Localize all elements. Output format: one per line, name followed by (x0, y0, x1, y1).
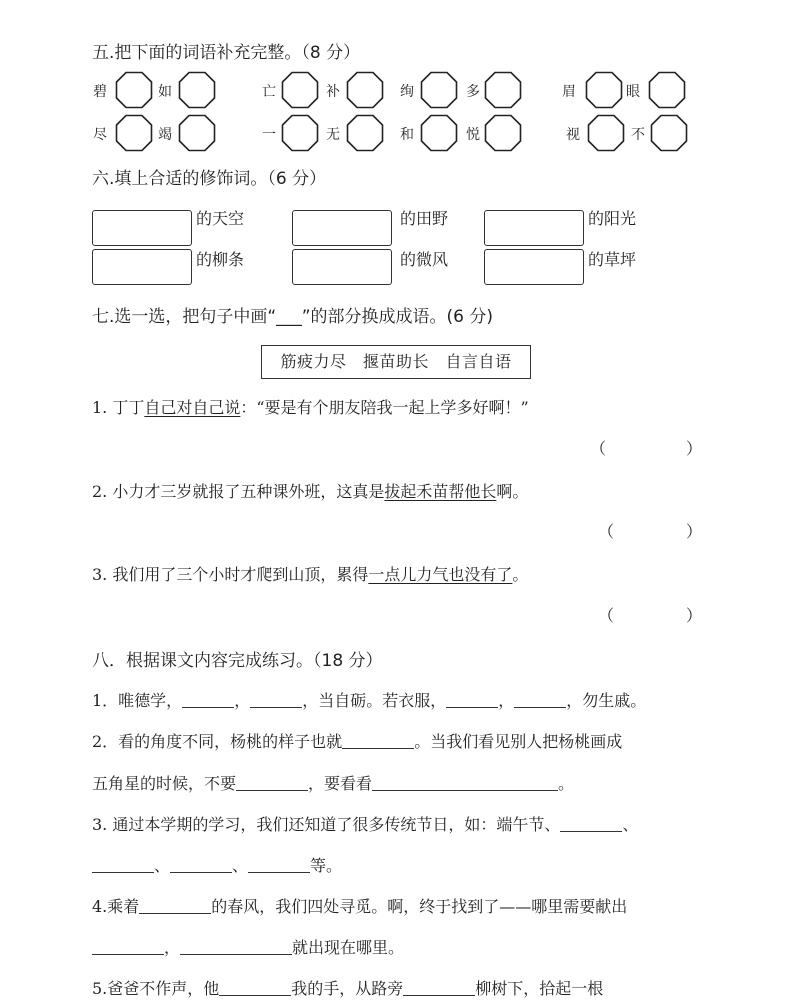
modifier-word: 的草坪 (588, 250, 637, 269)
q3-text: 3. 我们用了三个小时才爬到山顶，累得 (92, 565, 369, 584)
q1-text-end: ：“要是有个朋友陪我一起上学多好啊！” (240, 398, 529, 417)
blank-5[interactable] (342, 732, 414, 749)
text: 5.爸爸不作声，他 (92, 979, 220, 998)
word-bank: 筋疲力尽 揠苗助长 自言自语 (261, 345, 531, 379)
q3-underlined: 一点儿力气也没有了 (368, 565, 513, 584)
char-box-16[interactable] (650, 114, 688, 152)
answer-paren-open: （ (598, 522, 615, 541)
modifier-box-1[interactable] (92, 210, 192, 246)
exercise-line-7 (92, 935, 404, 958)
exercise-line-5 (92, 853, 342, 876)
answer-paren-close: ） (686, 439, 703, 458)
question-1 (92, 395, 529, 418)
idiom-char: 补 (326, 84, 340, 100)
q3-text-end: 。 (512, 565, 529, 584)
idiom-char: 多 (466, 84, 480, 100)
idiom-char: 视 (566, 127, 580, 143)
section5-heading: 五.把下面的词语补充完整。（8 分） (92, 43, 361, 63)
exercise-line-3 (92, 771, 574, 794)
modifier-word: 的柳条 (196, 250, 245, 269)
blank-4[interactable] (514, 691, 566, 708)
text: 1．唯德学， (92, 691, 183, 710)
text: 3. 通过本学期的学习，我们还知道了很多传统节日，如：端午节、 (92, 815, 561, 834)
char-box-6[interactable] (484, 71, 522, 109)
blank-15[interactable] (219, 979, 291, 996)
blank-1[interactable] (182, 691, 234, 708)
idiom-char: 眉 (562, 84, 576, 100)
char-box-3[interactable] (281, 71, 319, 109)
exercise-line-2 (92, 729, 622, 752)
idiom-char: 碧 (93, 84, 107, 100)
char-box-9[interactable] (115, 114, 153, 152)
text: 2．看的角度不同，杨桃的样子也就 (92, 732, 343, 751)
text: 。 (558, 774, 575, 793)
idiom-char: 不 (631, 127, 645, 143)
blank-13[interactable] (92, 938, 164, 955)
text: 、 (622, 815, 639, 834)
char-box-7[interactable] (585, 71, 623, 109)
blank-14[interactable] (180, 938, 292, 955)
question-3 (92, 562, 528, 585)
section8-heading: 八．根据课文内容完成练习。（18 分） (92, 651, 383, 671)
exercise-line-1 (92, 688, 646, 711)
text: 等。 (310, 856, 343, 875)
text: 柳树下，拾起一根 (475, 979, 604, 998)
idiom-char: 眼 (626, 84, 640, 100)
char-box-5[interactable] (420, 71, 458, 109)
exercise-line-4 (92, 812, 638, 835)
section6-heading: 六.填上合适的修饰词。（6 分） (92, 169, 327, 189)
modifier-word: 的田野 (400, 209, 449, 228)
modifier-box-3[interactable] (484, 210, 584, 246)
text: 五角星的时候，不要 (92, 774, 237, 793)
char-box-10[interactable] (178, 114, 216, 152)
exercise-line-8 (92, 976, 603, 999)
idiom-char: 尽 (93, 127, 107, 143)
char-box-12[interactable] (346, 114, 384, 152)
blank-2[interactable] (250, 691, 302, 708)
blank-12[interactable] (139, 897, 211, 914)
char-box-2[interactable] (178, 71, 216, 109)
text: ， (498, 691, 515, 710)
blank-9[interactable] (92, 856, 154, 873)
q1-text: 1. 丁丁 (92, 398, 145, 417)
text: ， (234, 691, 251, 710)
idiom-char: 和 (400, 127, 414, 143)
modifier-box-6[interactable] (484, 249, 584, 285)
answer-paren-close: ） (686, 606, 703, 625)
blank-3[interactable] (446, 691, 498, 708)
q2-underlined: 拔起禾苗帮他长 (384, 482, 497, 501)
modifier-word: 的天空 (196, 209, 245, 228)
idiom-char: 亡 (262, 84, 276, 100)
text: ，当自砺。若衣服， (302, 691, 447, 710)
text: 的春风，我们四处寻觅。啊，终于找到了——哪里需要献出 (211, 897, 628, 916)
char-box-15[interactable] (587, 114, 625, 152)
char-box-8[interactable] (648, 71, 686, 109)
modifier-word: 的阳光 (588, 209, 637, 228)
idiom-char: 无 (326, 127, 340, 143)
idiom-char: 如 (158, 84, 172, 100)
blank-8[interactable] (560, 815, 622, 832)
char-box-4[interactable] (346, 71, 384, 109)
blank-7[interactable] (372, 774, 558, 791)
text: 我的手，从路旁 (291, 979, 404, 998)
blank-10[interactable] (170, 856, 232, 873)
char-box-11[interactable] (281, 114, 319, 152)
modifier-box-2[interactable] (292, 210, 392, 246)
section7-heading: 七.选一选，把句子中画“___”的部分换成成语。(6 分) (92, 307, 494, 327)
text: ，要看看 (308, 774, 373, 793)
q2-text-end: 啊。 (496, 482, 529, 501)
char-box-1[interactable] (115, 71, 153, 109)
q1-underlined: 自己对自己说 (144, 398, 241, 417)
answer-paren-open: （ (598, 606, 615, 625)
modifier-box-4[interactable] (92, 249, 192, 285)
exercise-line-6 (92, 894, 627, 917)
idiom-char: 一 (262, 127, 276, 143)
idiom-char: 悦 (466, 127, 480, 143)
question-2 (92, 479, 528, 502)
modifier-word: 的微风 (400, 250, 449, 269)
answer-paren-open: （ (590, 439, 607, 458)
text: 4.乘着 (92, 897, 140, 916)
blank-6[interactable] (236, 774, 308, 791)
answer-paren-close: ） (686, 522, 703, 541)
text: 、 (154, 856, 171, 875)
blank-11[interactable] (248, 856, 310, 873)
q2-text: 2. 小力才三岁就报了五种课外班，这真是 (92, 482, 385, 501)
text: 就出现在哪里。 (292, 938, 405, 957)
idiom-char: 绚 (400, 84, 414, 100)
char-box-13[interactable] (420, 114, 458, 152)
blank-16[interactable] (403, 979, 475, 996)
text: ， (164, 938, 181, 957)
text: ，勿生戚。 (566, 691, 647, 710)
text: 、 (232, 856, 249, 875)
modifier-box-5[interactable] (292, 249, 392, 285)
idiom-char: 竭 (158, 127, 172, 143)
char-box-14[interactable] (484, 114, 522, 152)
text: 。当我们看见别人把杨桃画成 (414, 732, 623, 751)
